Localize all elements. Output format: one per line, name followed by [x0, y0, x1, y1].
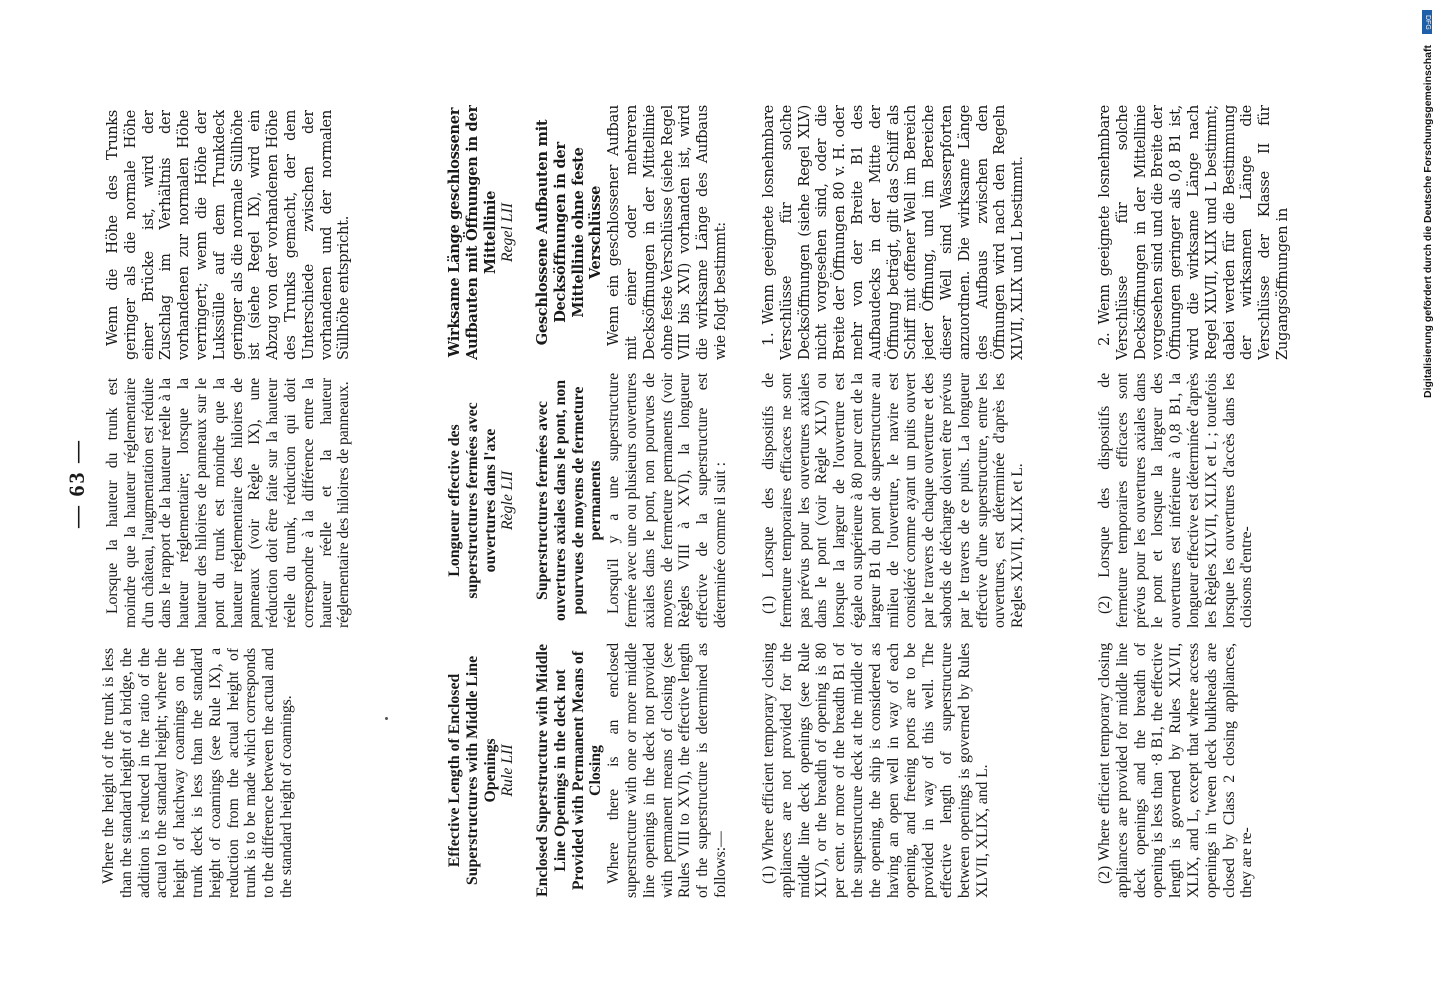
- french-heading-superstructures: Superstructures fermées avec ouvertures axiales dans le pont, non pourvues de moyens de fermeture permanents: [534, 379, 605, 622]
- english-paragraph-intro: Where there is an enclosed superstructure with one or more middle line openings in the deck not provided with permanent means of closing (see Rules VIII to XVI), the effective length of the superstructure is determined as follows:—: [605, 643, 729, 898]
- french-body: [534, 373, 774, 628]
- english-body: [534, 643, 774, 898]
- english-rule-2: [1096, 643, 1296, 898]
- german-body: [534, 105, 744, 360]
- german-rule-2: [1096, 105, 1296, 360]
- english-intro-paragraph: [100, 648, 345, 898]
- english-rule-number: Rule LII: [499, 744, 517, 797]
- english-heading-enclosed: Enclosed Superstructure with Middle Line Openings in the deck not Provided with Permanent Means of Closing: [534, 644, 605, 897]
- scan-speck: [385, 717, 388, 720]
- french-paragraph-2: (2) Lorsque des dispositifs de fermeture temporaires efficaces sont prévus pour les ouvertures axiales dans le pont et lorsque la largeur des ouvertures est inférieure à 0,8 B1, la longueur effective est déterminée d'après les Règles XLVII, XLIX et L ; toutefois lorsque les ouvertures d'accès dans les cloisons d'entre-: [1096, 373, 1256, 628]
- german-paragraph-intro: Wenn ein geschlossener Aufbau mit einer oder mehreren Decksöffnungen in der Mittellinie ohne feste Verschlüsse (siehe Regel VIII bis XVI) vorhanden ist, wird die wirksame Länge des Aufbaus wie folgt bestimmt:: [605, 105, 729, 360]
- german-rule-number: Regel LII: [499, 202, 517, 263]
- english-heading-effective-length: Effective Length of Enclosed Superstructures with Middle Line Openings: [446, 655, 499, 886]
- french-paragraph-trunk: Lorsque la hauteur du trunk est moindre que la hauteur réglementaire d'un château, l'augmentation est réduite dans le rapport de la hauteur réelle à la hauteur réglementaire; lorsque la hauteur des hiloires de panneaux sur le pont du trunk est moindre que la hauteur réglementaire des hiloires de panneaux (voir Règle IX), une réduction doit être faite sur la hauteur réelle du trunk, réduction qui doit correspondre à la différence entre la hauteur réelle et la hauteur réglementaire des hiloires de panneaux.: [104, 378, 353, 628]
- digitization-credit: Digitalisierung gefördert durch die Deutsche Forschungsgemeinschaft: [1422, 45, 1434, 398]
- french-paragraph-1: (1) Lorsque des dispositifs de fermeture temporaires efficaces ne sont pas prévus pour les ouvertures axiales dans le pont (voir Règle XLV) ou lorsque la largeur de l'ouverture est égale ou supérieure à 80 pour cent de la largeur B1 du pont de superstructure au milieu de l'ouverture, le navire est considéré comme ayant un puits ouvert par le travers de chaque ouverture et des sabords de décharge doivent être prévus par le travers de ce puits. La longueur effective d'une superstructure, entre les ouvertures, est déterminée d'après les Règles XLVII, XLIX et L.: [760, 373, 1027, 628]
- german-paragraph-2: 2. Wenn geeignete losnehmbare Verschlüsse für solche Decksöffnungen in der Mittellinie vorgesehen sind und die Breite der Öffnungen geringer als 0,8 B1 ist, wird die wirksame Länge nach Regel XLVII, XLIX und L bestimmt; dabei werden für die Bestimmung der wirksamen Länge die Verschlüsse der Klasse II für Zugangsöffnungen in: [1096, 105, 1291, 360]
- german-rule-1: [760, 105, 1050, 360]
- english-rule-1: [760, 643, 1050, 898]
- french-heading-effective-length: Longueur effective des superstructures fermées avec ouvertures dans l'axe: [446, 402, 499, 599]
- french-paragraph-intro: Lorsqu'il y a une superstructure fermée avec une ou plusieurs ouvertures axiales dans le pont, non pourvues de moyens de fermeture permanents (voir Règles VIII à XVI), la longueur effective de la superstructure est déterminée comme il suit :: [605, 373, 729, 628]
- german-heading-closed-superstructures: Geschlossene Aufbauten mit Decksöffnungen in der Mittellinie ohne feste Verschlüsse: [534, 119, 605, 346]
- german-paragraph-trunk: Wenn die Höhe des Trunks geringer als die normale Höhe einer Brücke ist, wird der Zuschlag im Verhältnis der vorhandenen zur normalen Höhe verringert; wenn die Höhe der Lukssülle auf dem Trunkdeck geringer als die normale Süllhöhe ist (siehe Regel IX), wird ein Abzug von der vorhandenen Höhe des Trunks gemacht, der dem Unterschiede zwischen der vorhandenen und der normalen Süllhöhe entspricht.: [104, 110, 353, 360]
- french-rule-1: [760, 373, 1100, 628]
- french-rule-number: Règle LII: [499, 470, 517, 531]
- german-paragraph-1: 1. Wenn geeignete losnehmbare Verschlüsse für solche Decksöffnungen (siehe Regel XLV) nicht vorgesehen sind, oder die Breite der Öffnungen 80 v. H. oder mehr von der Breite B1 des Aufbaudecks in der Mitte der Öffnung beträgt, gilt das Schiff als Schiff mit offener Well im Bereich jeder Öffnung, und im Bereiche dieser Well sind Wasserpforten anzuordnen. Die wirksame Länge des Aufbaus zwischen den Öffnungen wird nach den Regeln XLVII, XLIX und L bestimmt.: [760, 105, 1027, 360]
- english-paragraph-trunk: Where the height of the trunk is less than the standard height of a bridge, the addition is reduced in the ratio of the actual to the standard height; where the height of hatchway coamings on the trunk deck is less than the standard height of coamings (see Rule IX), a reduction from the actual height of trunk is to be made which corresponds to the difference between the actual and the standard height of coamings.: [100, 648, 295, 898]
- french-intro-paragraph: [104, 378, 409, 628]
- french-rule-2: [1096, 373, 1296, 628]
- english-paragraph-1: (1) Where efficient temporary closing appliances are not provided for the middle line deck openings (see Rule XLV), or the breadth of opening is 80 per cent. or more of the breadth B1 of the superstructure deck at the middle of the opening, the ship is considered as having an open well in way of each opening, and freeing ports are to be provided in way of this well. The effective length of superstructure between openings is governed by Rules XLVII, XLIX, and L.: [760, 643, 991, 898]
- dfg-logo-icon: DFG: [1422, 10, 1432, 34]
- page-number: — 63 —: [64, 439, 89, 528]
- german-heading-effective-length: Wirksame Länge geschlossener Aufbauten mit Öffnungen in der Mittellinie: [446, 105, 499, 360]
- german-intro-paragraph: [104, 110, 354, 360]
- english-paragraph-2: (2) Where efficient temporary closing appliances are provided for middle line deck openings and the breadth of opening is less than ·8 B1, the effective length is governed by Rules XLVII, XLIX, and L, except that where access openings in 'tween deck bulkheads are closed by Class 2 closing appliances, they are re-: [1096, 643, 1256, 898]
